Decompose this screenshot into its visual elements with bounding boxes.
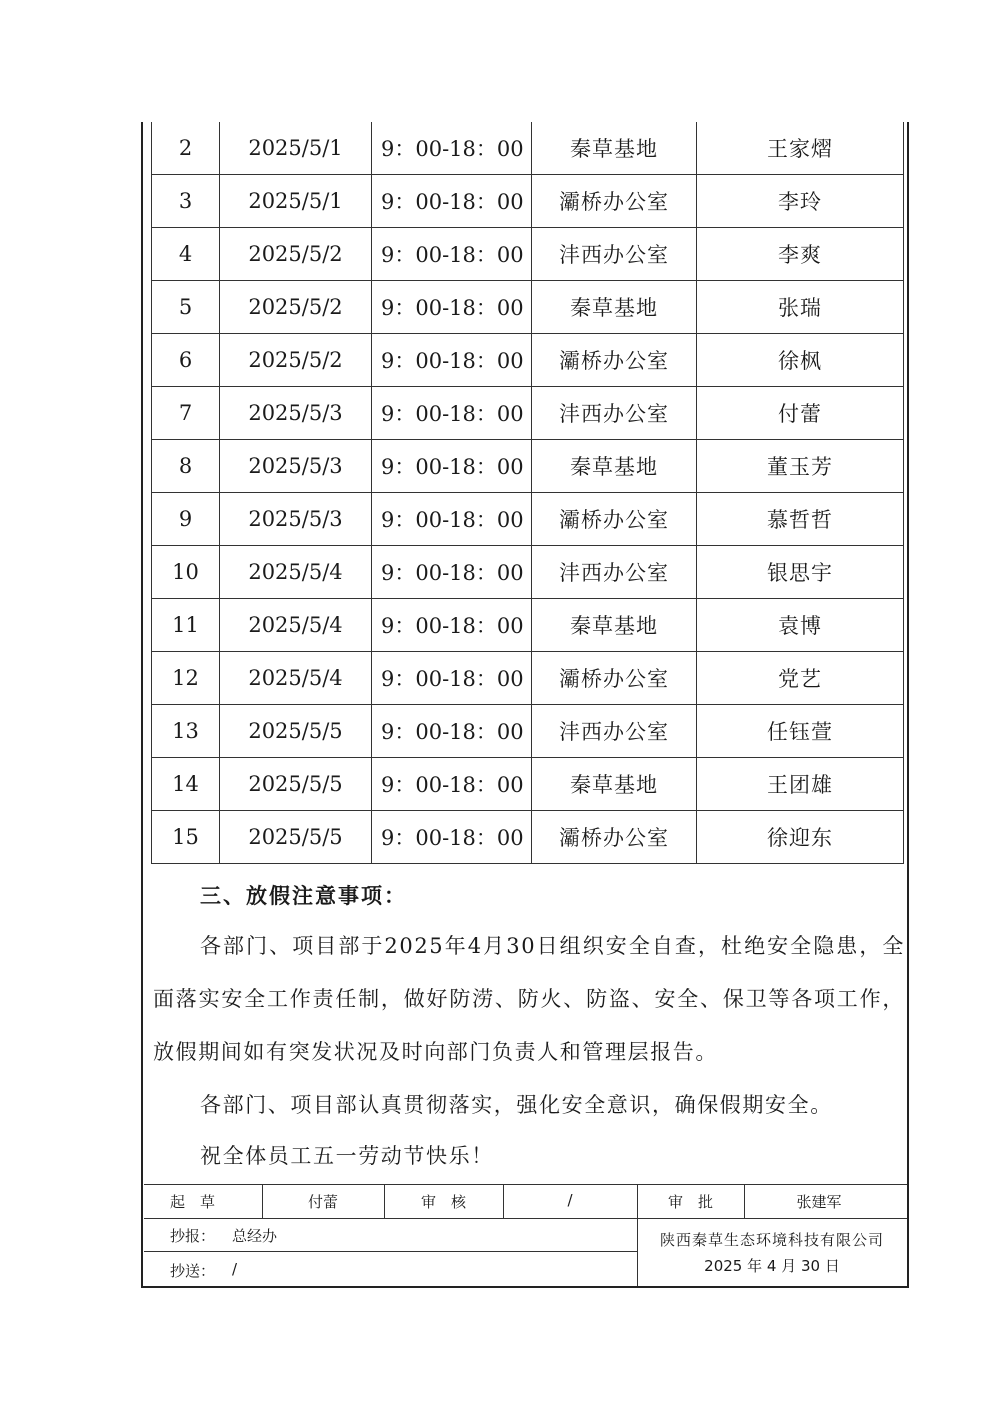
duty-location: 沣西办公室 [532,228,697,281]
row-number: 14 [152,758,220,811]
duty-person: 李爽 [697,228,904,281]
report-label: 抄报： [170,1227,216,1245]
review-label: 审 核 [420,1193,466,1211]
table-row [152,493,904,546]
duty-time: 9：00-18：00 [372,334,532,387]
notice-paragraph-2: 各部门、项目部认真贯彻落实，强化安全意识，确保假期安全。 [200,1093,833,1117]
table-row [152,758,904,811]
company-name: 陕西秦草生态环境科技有限公司 [659,1231,884,1249]
table-row [152,440,904,493]
duty-date: 2025/5/5 [220,705,372,758]
duty-person: 王家熠 [697,122,904,175]
duty-time: 9：00-18：00 [372,228,532,281]
table-row [152,705,904,758]
report-value: 总经办 [232,1227,278,1245]
duty-person: 徐迎东 [697,811,904,864]
footer-line-top [144,1184,907,1185]
duty-person: 徐枫 [697,334,904,387]
duty-location: 灞桥办公室 [532,493,697,546]
duty-time: 9：00-18：00 [372,758,532,811]
duty-location: 灞桥办公室 [532,811,697,864]
row-number: 10 [152,546,220,599]
duty-person: 李玲 [697,175,904,228]
row-number: 13 [152,705,220,758]
row-number: 5 [152,281,220,334]
footer-line-lower [144,1251,637,1252]
duty-person: 银思宇 [697,546,904,599]
duty-location: 秦草基地 [532,599,697,652]
table-row [152,334,904,387]
duty-person: 任钰萱 [697,705,904,758]
draft-label: 起 草 [170,1193,216,1211]
duty-location: 灞桥办公室 [532,652,697,705]
approve-label: 审 批 [667,1193,713,1211]
table-row [152,546,904,599]
table-row [152,122,904,175]
duty-time: 9：00-18：00 [372,546,532,599]
duty-time: 9：00-18：00 [372,281,532,334]
row-number: 8 [152,440,220,493]
duty-date: 2025/5/4 [220,652,372,705]
duty-person: 慕哲哲 [697,493,904,546]
duty-date: 2025/5/4 [220,546,372,599]
duty-location: 灞桥办公室 [532,175,697,228]
duty-date: 2025/5/4 [220,599,372,652]
row-number: 7 [152,387,220,440]
duty-date: 2025/5/2 [220,334,372,387]
duty-time: 9：00-18：00 [372,387,532,440]
duty-time: 9：00-18：00 [372,599,532,652]
duty-person: 王团雄 [697,758,904,811]
notice-paragraph-1: 各部门、项目部于2025年4月30日组织安全自查，杜绝安全隐患，全面落实安全工作责任制，做好防涝、防火、防盗、安全、保卫等各项工作，放假期间如有突发状况及时向部门负责人和管理层报告。 [153,934,905,1064]
review-value: / [567,1191,573,1209]
duty-location: 秦草基地 [532,122,697,175]
table-row [152,228,904,281]
duty-time: 9：00-18：00 [372,811,532,864]
duty-date: 2025/5/5 [220,758,372,811]
duty-date: 2025/5/3 [220,387,372,440]
duty-location: 灞桥办公室 [532,334,697,387]
duty-location: 沣西办公室 [532,546,697,599]
duty-time: 9：00-18：00 [372,493,532,546]
duty-person: 党艺 [697,652,904,705]
approval-footer [144,1184,907,1286]
duty-location: 秦草基地 [532,758,697,811]
duty-date: 2025/5/1 [220,175,372,228]
table-row [152,811,904,864]
notice-paragraph-3: 祝全体员工五一劳动节快乐！ [200,1144,494,1168]
duty-date: 2025/5/2 [220,281,372,334]
row-number: 15 [152,811,220,864]
duty-location: 沣西办公室 [532,705,697,758]
row-number: 12 [152,652,220,705]
table-row [152,599,904,652]
duty-time: 9：00-18：00 [372,175,532,228]
issue-date: 2025 年 4 月 30 日 [704,1257,840,1275]
duty-time: 9：00-18：00 [372,705,532,758]
duty-location: 秦草基地 [532,440,697,493]
duty-date: 2025/5/2 [220,228,372,281]
draft-value: 付蕾 [307,1193,338,1211]
duty-date: 2025/5/5 [220,811,372,864]
duty-date: 2025/5/3 [220,493,372,546]
row-number: 2 [152,122,220,175]
duty-person: 董玉芳 [697,440,904,493]
row-number: 4 [152,228,220,281]
duty-person: 张瑞 [697,281,904,334]
duty-time: 9：00-18：00 [372,652,532,705]
table-row [152,387,904,440]
send-label: 抄送： [170,1262,216,1280]
duty-date: 2025/5/3 [220,440,372,493]
duty-time: 9：00-18：00 [372,122,532,175]
table-row [152,281,904,334]
duty-person: 付蕾 [697,387,904,440]
duty-time: 9：00-18：00 [372,440,532,493]
duty-date: 2025/5/1 [220,122,372,175]
section-heading: 三、放假注意事项： [200,883,407,908]
row-number: 3 [152,175,220,228]
table-row [152,652,904,705]
row-number: 6 [152,334,220,387]
footer-line-mid [144,1218,907,1219]
table-row [152,175,904,228]
send-value: / [232,1260,238,1278]
duty-location: 沣西办公室 [532,387,697,440]
duty-schedule-table [151,122,904,864]
duty-location: 秦草基地 [532,281,697,334]
duty-person: 袁博 [697,599,904,652]
row-number: 11 [152,599,220,652]
row-number: 9 [152,493,220,546]
approve-value: 张建军 [796,1193,842,1211]
